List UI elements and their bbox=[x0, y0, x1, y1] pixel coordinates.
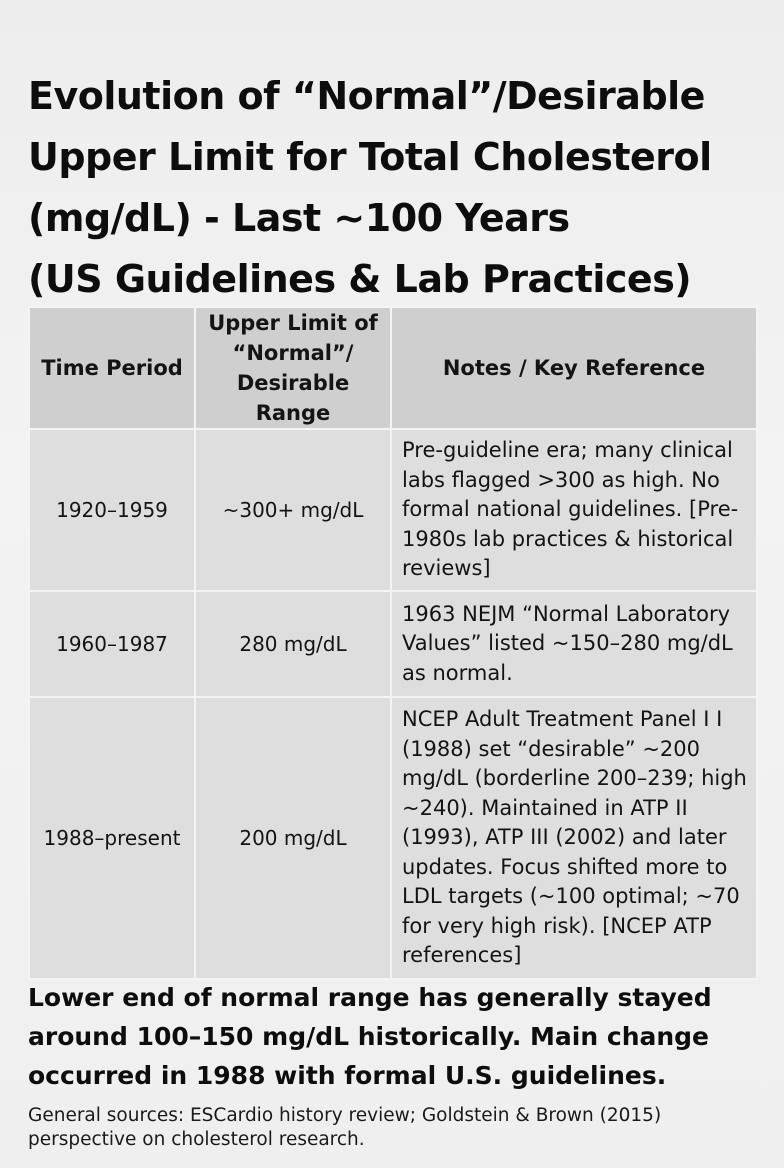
summary-line: Lower end of normal range has generally stayed bbox=[28, 983, 712, 1012]
limit-cell: 280 mg/dL bbox=[195, 591, 391, 697]
title-line: (mg/dL) - Last ~100 Years bbox=[28, 196, 570, 240]
table-row bbox=[29, 697, 757, 979]
title-line: Evolution of “Normal”/Desirable bbox=[28, 74, 705, 118]
limit-cell: 200 mg/dL bbox=[195, 697, 391, 979]
header-notes: Notes / Key Reference bbox=[391, 307, 757, 429]
period-cell: 1960–1987 bbox=[29, 591, 195, 697]
notes-cell: 1963 NEJM “Normal Laboratory Values” listed ~150–280 mg/dL as normal. bbox=[391, 591, 757, 697]
table-header-row bbox=[29, 307, 757, 429]
sources-line: General sources: ESCardio history review; Goldstein & Brown (2015) bbox=[28, 1105, 662, 1126]
summary-text bbox=[28, 978, 768, 1095]
notes-cell: NCEP Adult Treatment Panel I I (1988) set “desirable” ~200 mg/dL (borderline 200–239; high ~240). Maintained in ATP II (1993), ATP III (2002) and later updates. Focus shifted more to LDL targets (~100 optimal; ~70 for very high risk). [NCEP ATP references] bbox=[391, 697, 757, 979]
title-line: (US Guidelines & Lab Practices) bbox=[28, 257, 692, 301]
page-title bbox=[28, 66, 768, 310]
notes-cell: Pre-guideline era; many clinical labs flagged >300 as high. No formal national guidelines. [Pre-1980s lab practices & historical reviews] bbox=[391, 429, 757, 591]
summary-line: around 100–150 mg/dL historically. Main change bbox=[28, 1022, 710, 1051]
period-cell: 1988–present bbox=[29, 697, 195, 979]
summary-line: occurred in 1988 with formal U.S. guidelines. bbox=[28, 1061, 667, 1090]
table-row bbox=[29, 429, 757, 591]
header-time-period: Time Period bbox=[29, 307, 195, 429]
period-cell: 1920–1959 bbox=[29, 429, 195, 591]
header-upper-limit: Upper Limit of “Normal”/ Desirable Range bbox=[195, 307, 391, 429]
sources-text bbox=[28, 1104, 768, 1152]
sources-line: perspective on cholesterol research. bbox=[28, 1129, 365, 1150]
limit-cell: ~300+ mg/dL bbox=[195, 429, 391, 591]
cholesterol-limits-table bbox=[28, 306, 758, 980]
table-row bbox=[29, 591, 757, 697]
title-line: Upper Limit for Total Cholesterol bbox=[28, 135, 712, 179]
